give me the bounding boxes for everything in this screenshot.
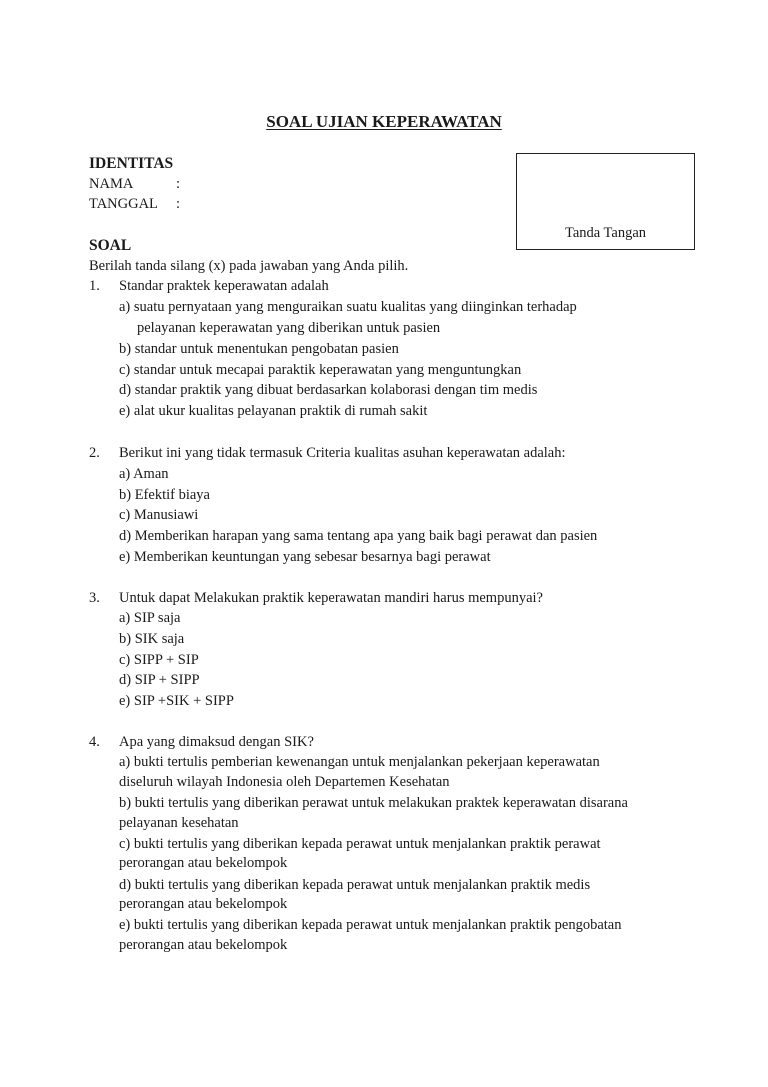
option-b-continued: pelayanan kesehatan — [119, 815, 239, 831]
question-number: 2. — [89, 445, 100, 461]
option-d[interactable]: d) bukti tertulis yang diberikan kepada perawat untuk menjalankan praktik medis — [119, 877, 591, 893]
instruction-text: Berilah tanda silang (x) pada jawaban yang Anda pilih. — [89, 258, 409, 274]
option-d-continued: perorangan atau bekelompok — [119, 896, 288, 912]
question-number: 4. — [89, 734, 100, 750]
option-e[interactable]: e) bukti tertulis yang diberikan kepada perawat untuk menjalankan praktik pengobatan — [119, 917, 622, 933]
question-number: 1. — [89, 278, 100, 294]
option-c[interactable]: c) standar untuk mecapai paraktik keperawatan yang menguntungkan — [119, 362, 522, 378]
option-a-continued: pelayanan keperawatan yang diberikan untuk pasien — [137, 320, 441, 336]
questions-heading: SOAL — [89, 237, 132, 254]
option-a[interactable]: a) bukti tertulis pemberian kewenangan untuk menjalankan pekerjaan keperawatan — [119, 754, 600, 770]
option-b[interactable]: b) SIK saja — [119, 631, 185, 647]
option-b[interactable]: b) Efektif biaya — [119, 487, 210, 503]
option-e-continued: perorangan atau bekelompok — [119, 937, 288, 953]
option-a[interactable]: a) suatu pernyataan yang menguraikan suatu kualitas yang diinginkan terhadap — [119, 299, 577, 315]
signature-box — [516, 153, 695, 250]
question-text: Untuk dapat Melakukan praktik keperawatan mandiri harus mempunyai? — [119, 590, 543, 606]
question-text: Berikut ini yang tidak termasuk Criteria kualitas asuhan keperawatan adalah: — [119, 445, 566, 461]
question-number: 3. — [89, 590, 100, 606]
option-a[interactable]: a) SIP saja — [119, 610, 181, 626]
identity-heading: IDENTITAS — [89, 155, 174, 172]
option-c-continued: perorangan atau bekelompok — [119, 855, 288, 871]
option-d[interactable]: d) Memberikan harapan yang sama tentang apa yang baik bagi perawat dan pasien — [119, 528, 598, 544]
option-d[interactable]: d) SIP + SIPP — [119, 672, 200, 688]
option-e[interactable]: e) SIP +SIK + SIPP — [119, 693, 234, 709]
date-field-label: TANGGAL — [89, 196, 158, 212]
question-text: Standar praktek keperawatan adalah — [119, 278, 329, 294]
option-d[interactable]: d) standar praktik yang dibuat berdasarkan kolaborasi dengan tim medis — [119, 382, 538, 398]
name-field-separator: : — [176, 176, 181, 192]
signature-label: Tanda Tangan — [564, 225, 647, 241]
question-text: Apa yang dimaksud dengan SIK? — [119, 734, 314, 750]
option-a[interactable]: a) Aman — [119, 466, 169, 482]
option-b[interactable]: b) standar untuk menentukan pengobatan pasien — [119, 341, 399, 357]
option-c[interactable]: c) Manusiawi — [119, 507, 199, 523]
name-field-label: NAMA — [89, 176, 134, 192]
option-b[interactable]: b) bukti tertulis yang diberikan perawat untuk melakukan praktek keperawatan disarana — [119, 795, 628, 811]
date-field-separator: : — [176, 196, 181, 212]
option-e[interactable]: e) alat ukur kualitas pelayanan praktik di rumah sakit — [119, 403, 428, 419]
option-c[interactable]: c) bukti tertulis yang diberikan kepada perawat untuk menjalankan praktik perawat — [119, 836, 601, 852]
page-title: SOAL UJIAN KEPERAWATAN — [266, 112, 502, 131]
option-a-continued: diseluruh wilayah Indonesia oleh Departemen Kesehatan — [119, 774, 450, 790]
option-c[interactable]: c) SIPP + SIP — [119, 652, 199, 668]
option-e[interactable]: e) Memberikan keuntungan yang sebesar besarnya bagi perawat — [119, 549, 491, 565]
